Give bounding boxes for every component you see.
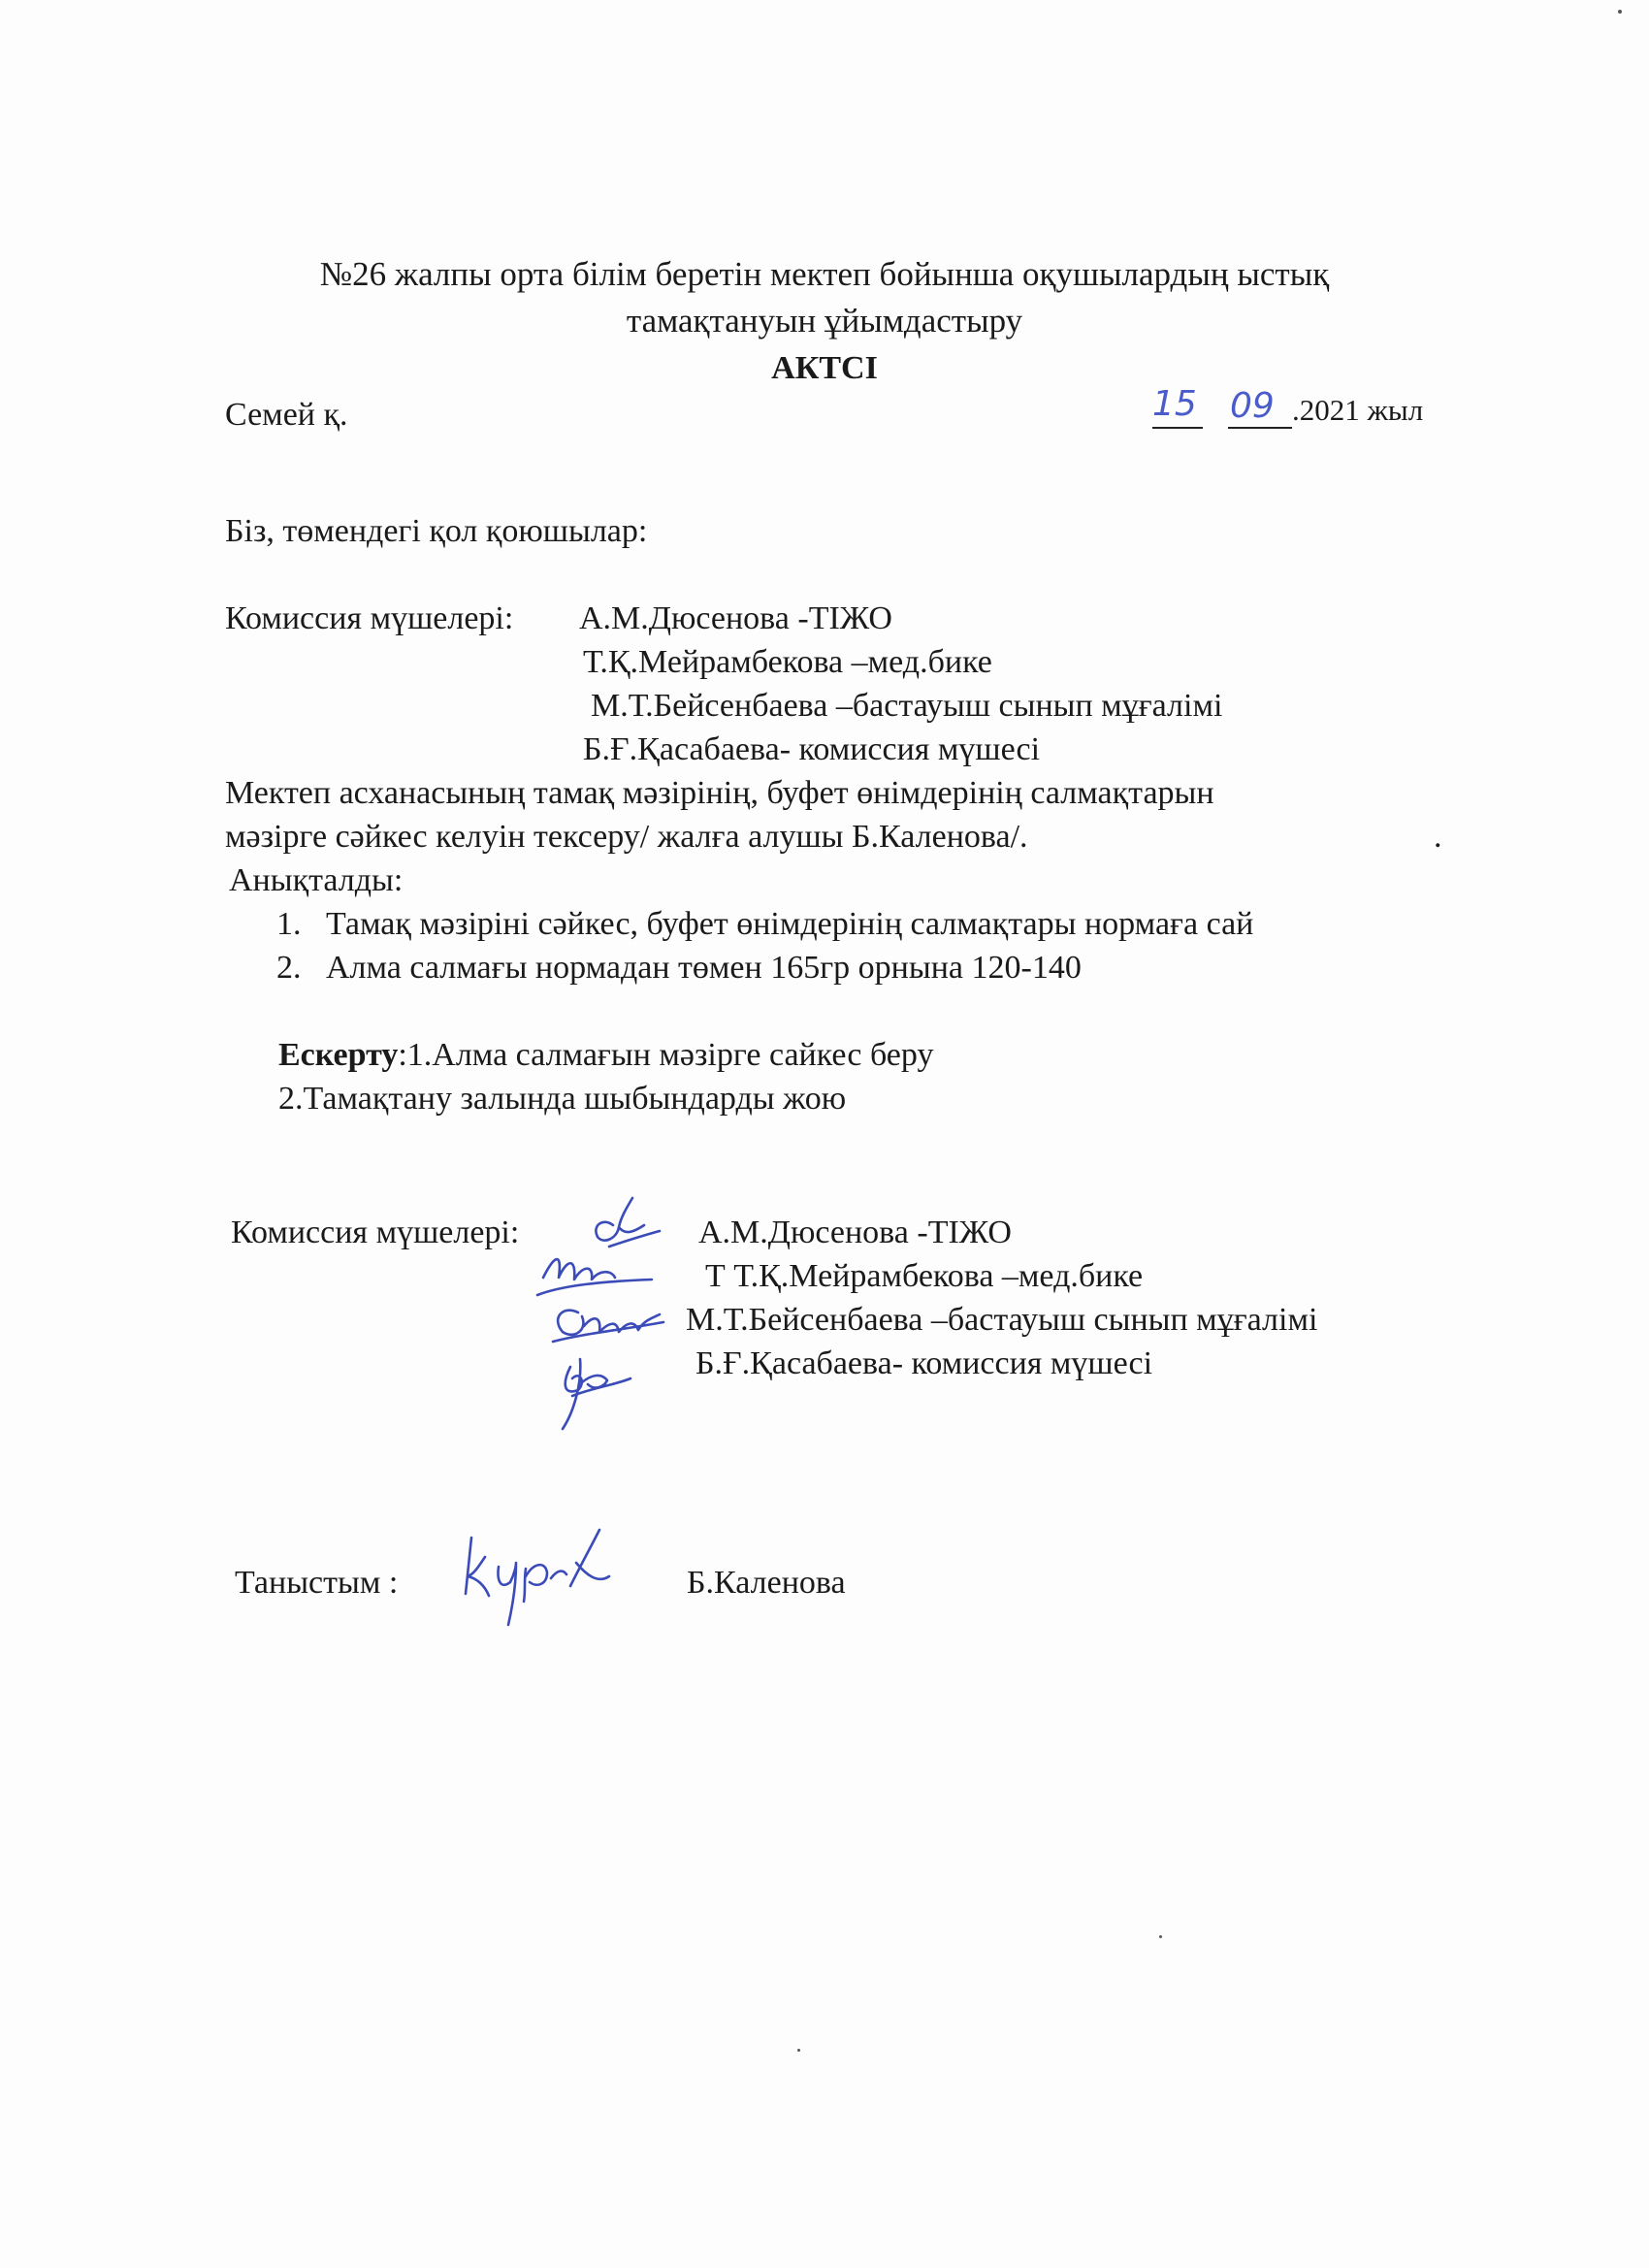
date-day-underline — [1152, 427, 1203, 429]
scan-speck — [797, 2049, 800, 2052]
date-month: 09 — [1230, 386, 1275, 426]
commission-top-member-1: А.М.Дюсенова -ТІЖО — [579, 600, 892, 636]
scan-speck — [1159, 1935, 1162, 1938]
commission-bottom-member-2: Т Т.Қ.Мейрамбекова –мед.бике — [705, 1258, 1144, 1294]
commission-top-member-4: Б.Ғ.Қасабаева- комиссия мүшесі — [583, 731, 1041, 767]
title-line-2: тамақтануын ұйымдастыру — [626, 302, 1023, 340]
commission-label-top: Комиссия мүшелері: — [225, 600, 514, 636]
handwritten-date — [1145, 374, 1300, 433]
acknowledged-label: Таныстым : — [235, 1565, 399, 1601]
acknowledged-signature — [456, 1518, 621, 1635]
acknowledged-name: Б.Каленова — [687, 1565, 846, 1601]
body-line-2: мәзірге сәйкес келуін тексеру/ жалға алушы Б.Каленова/. — [225, 819, 1028, 855]
findings-label: Анықталды: — [229, 862, 404, 898]
body-line-1: Мектеп асханасының тамақ мәзірінің, буфет өнімдерінің салмақтарын — [225, 775, 1214, 811]
place: Семей қ. — [225, 397, 348, 433]
body-line-2-dot: . — [1434, 819, 1442, 855]
scan-speck — [1618, 10, 1622, 14]
commission-top-member-3: М.Т.Бейсенбаева –бастауыш сынып мұғалімі — [591, 688, 1223, 724]
date-day: 15 — [1152, 384, 1197, 424]
note-line-1 — [278, 1036, 933, 1075]
commission-top-member-2: Т.Қ.Мейрамбекова –мед.бике — [583, 644, 992, 680]
commission-bottom-member-4: Б.Ғ.Қасабаева- комиссия мүшесі — [695, 1345, 1153, 1381]
act-label: АКТСІ — [771, 350, 878, 386]
finding-2-text: Алма салмағы нормадан төмен 165гр орнына 120-140 — [326, 950, 1082, 986]
commission-signatures — [524, 1188, 708, 1431]
finding-1-number: 1. — [276, 906, 302, 942]
commission-bottom-member-1: А.М.Дюсенова -ТІЖО — [698, 1215, 1012, 1250]
finding-1-text: Тамақ мәзіріні сәйкес, буфет өнімдерінің салмақтары нормаға сай — [326, 906, 1254, 942]
intro-text: Біз, төмендегі қол қоюшылар: — [225, 513, 648, 549]
note-item-1: :1.Алма салмағын мәзірге сайкес беру — [398, 1037, 934, 1073]
title-line-1: №26 жалпы орта білім беретін мектеп бойынша оқушылардың ыстық — [319, 255, 1330, 293]
date-year: .2021 жыл — [1292, 393, 1424, 427]
note-item-2: 2.Тамақтану залында шыбындарды жою — [278, 1081, 847, 1117]
date-month-underline — [1228, 427, 1292, 429]
commission-bottom-member-3: М.Т.Бейсенбаева –бастауыш сынып мұғалімі — [686, 1302, 1318, 1338]
note-label: Ескерту — [278, 1037, 399, 1073]
commission-label-bottom: Комиссия мүшелері: — [231, 1215, 520, 1250]
finding-2-number: 2. — [276, 950, 302, 986]
